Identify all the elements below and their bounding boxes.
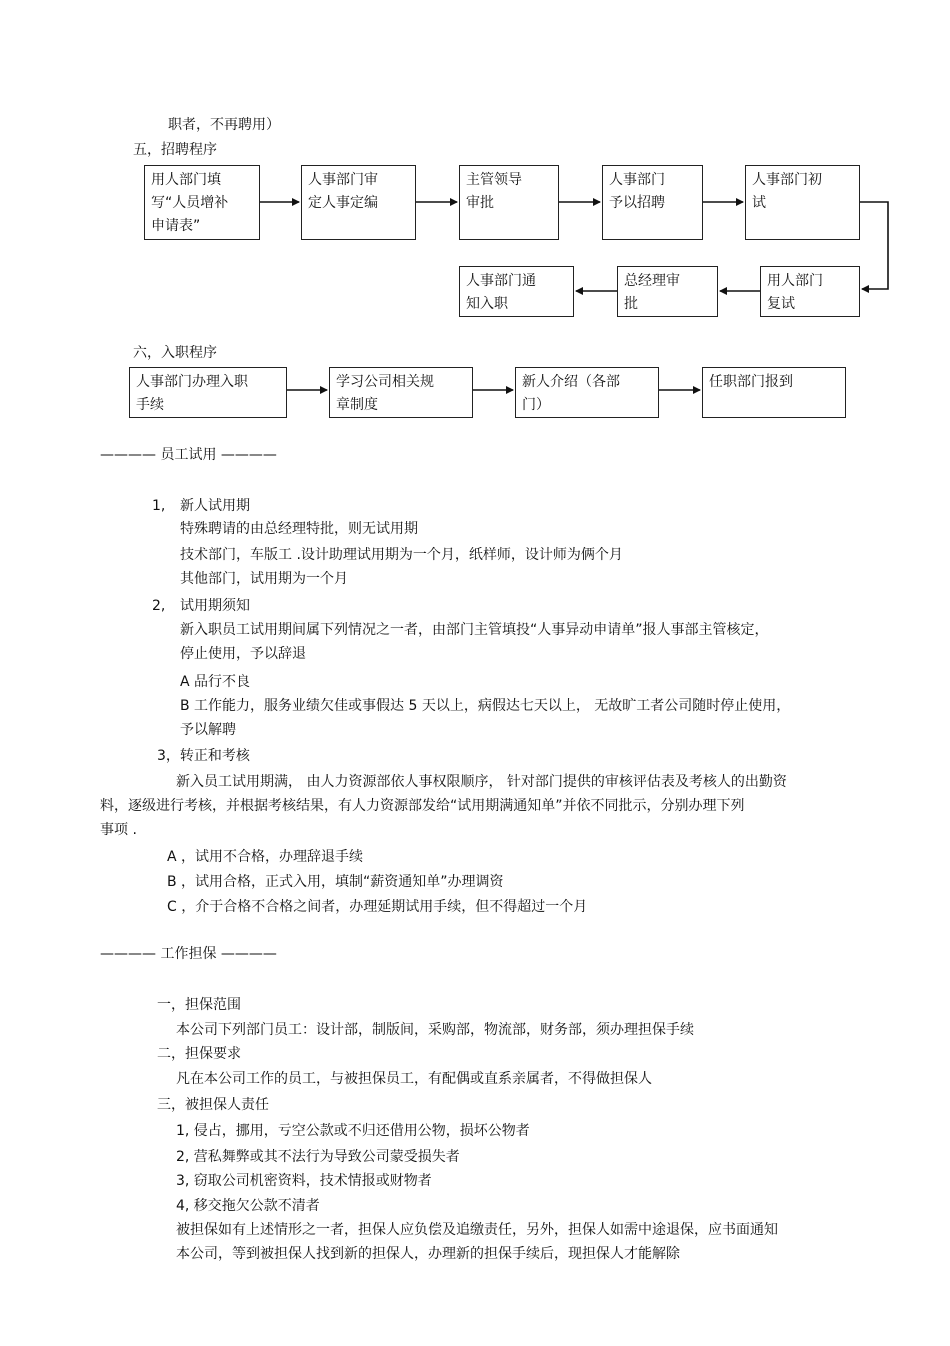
item-1-line-a: 特殊聘请的由总经理特批，则无试用期	[180, 521, 418, 537]
recruit-step-1-line-1: 用人部门填	[151, 172, 221, 188]
guarantee-3-item-2: 2, 营私舞弊或其不法行为导致公司蒙受损失者	[176, 1149, 460, 1165]
item-1-line-b: 技术部门，车版工 .设计助理试用期为一个月，纸样师，设计师为俩个月	[180, 547, 623, 563]
item-3-line-a: 新入员工试用期满， 由人力资源部依人事权限顺序， 针对部门提供的审核评估表及考核人的出勤资	[176, 774, 787, 790]
section-heading-onboarding: 六，入职程序	[133, 345, 217, 361]
item-3-title: 3，转正和考核	[157, 748, 250, 764]
recruit-step-2-line-2: 定人事定编	[308, 195, 378, 211]
item-3-option-c: C ，介于合格不合格之间者，办理延期试用手续，但不得超过一个月	[167, 899, 588, 915]
arrow-5-6	[860, 202, 888, 289]
divider-guarantee: ———— 工作担保 ————	[100, 946, 277, 962]
item-3-option-a: A ，试用不合格，办理辞退手续	[167, 849, 364, 865]
recruit-step-6-line-1: 用人部门	[767, 273, 823, 289]
item-2-number: 2,	[152, 598, 166, 614]
guarantee-3-item-3: 3, 窃取公司机密资料，技术情报或财物者	[176, 1173, 432, 1189]
recruit-step-4-line-1: 人事部门	[609, 172, 665, 188]
onboard-step-2-line-1: 学习公司相关规	[336, 374, 434, 390]
guarantee-3-text-b: 本公司，等到被担保人找到新的担保人，办理新的担保手续后，现担保人才能解除	[176, 1246, 680, 1262]
recruit-step-8-line-2: 知入职	[466, 296, 508, 312]
onboard-step-4-line-1: 任职部门报到	[709, 374, 793, 390]
item-2-line-b: 停止使用，予以辞退	[180, 646, 306, 662]
recruit-step-7-line-2: 批	[624, 296, 638, 312]
onboard-step-3-line-1: 新人介绍（各部	[522, 374, 620, 390]
divider-probation: ———— 员工试用 ————	[100, 447, 277, 463]
guarantee-1-title: 一，担保范围	[157, 997, 241, 1013]
guarantee-2-text: 凡在本公司工作的员工，与被担保员工，有配偶或直系亲属者，不得做担保人	[176, 1071, 652, 1087]
item-2-option-b: B 工作能力，服务业绩欠佳或事假达 5 天以上，病假达七天以上， 无故旷工者公司随时停止使用，	[180, 698, 791, 714]
recruit-step-5-line-1: 人事部门初	[752, 172, 822, 188]
onboard-step-3-line-2: 门）	[522, 397, 550, 413]
recruit-step-1-line-3: 申请表”	[151, 218, 201, 234]
item-3-option-b: B ，试用合格，正式入用，填制“薪资通知单”办理调资	[167, 874, 504, 890]
recruit-step-4-line-2: 予以招聘	[609, 195, 665, 211]
item-2-line-a: 新入职员工试用期间属下列情况之一者，由部门主管填投“人事异动申请单”报人事部主管核定，	[180, 622, 769, 638]
recruit-step-2-line-1: 人事部门审	[308, 172, 378, 188]
recruit-step-8-line-1: 人事部门通	[466, 273, 536, 289]
item-2-title: 试用期须知	[180, 598, 250, 614]
item-1-title: 新人试用期	[180, 498, 250, 514]
onboard-step-2-line-2: 章制度	[336, 397, 378, 413]
guarantee-3-item-1: 1, 侵占，挪用，亏空公款或不归还借用公物，损坏公物者	[176, 1123, 530, 1139]
item-2-option-a: A 品行不良	[180, 674, 251, 690]
guarantee-3-title: 三，被担保人责任	[157, 1097, 269, 1113]
guarantee-3-item-4: 4, 移交拖欠公款不清者	[176, 1198, 320, 1214]
guarantee-3-text-a: 被担保如有上述情形之一者，担保人应负偿及追缴责任，另外，担保人如需中途退保，应书面通知	[176, 1222, 778, 1238]
recruit-step-1-line-2: 写“人员增补	[151, 195, 229, 211]
recruit-step-3-line-1: 主管领导	[466, 172, 522, 188]
onboard-step-1-line-1: 人事部门办理入职	[136, 374, 248, 390]
item-2-option-b-cont: 予以解聘	[180, 722, 236, 738]
item-3-line-b: 料，逐级进行考核，并根据考核结果，有人力资源部发给“试用期满通知单”并依不同批示，分别办理下列	[100, 798, 745, 814]
recruit-step-3-line-2: 审批	[466, 195, 494, 211]
item-1-line-c: 其他部门，试用期为一个月	[180, 571, 348, 587]
flow-arrows	[0, 0, 950, 430]
item-3-line-c: 事项 .	[100, 822, 137, 838]
continuation-line: 职者，不再聘用）	[168, 117, 280, 133]
section-heading-recruitment: 五，招聘程序	[133, 142, 217, 158]
recruit-step-5-line-2: 试	[752, 195, 766, 211]
recruit-step-7-line-1: 总经理审	[624, 273, 680, 289]
guarantee-1-text: 本公司下列部门员工：设计部，制版间，采购部，物流部，财务部，须办理担保手续	[176, 1022, 694, 1038]
guarantee-2-title: 二，担保要求	[157, 1046, 241, 1062]
item-1-number: 1,	[152, 498, 166, 514]
onboard-step-1-line-2: 手续	[136, 397, 164, 413]
recruit-step-6-line-2: 复试	[767, 296, 795, 312]
